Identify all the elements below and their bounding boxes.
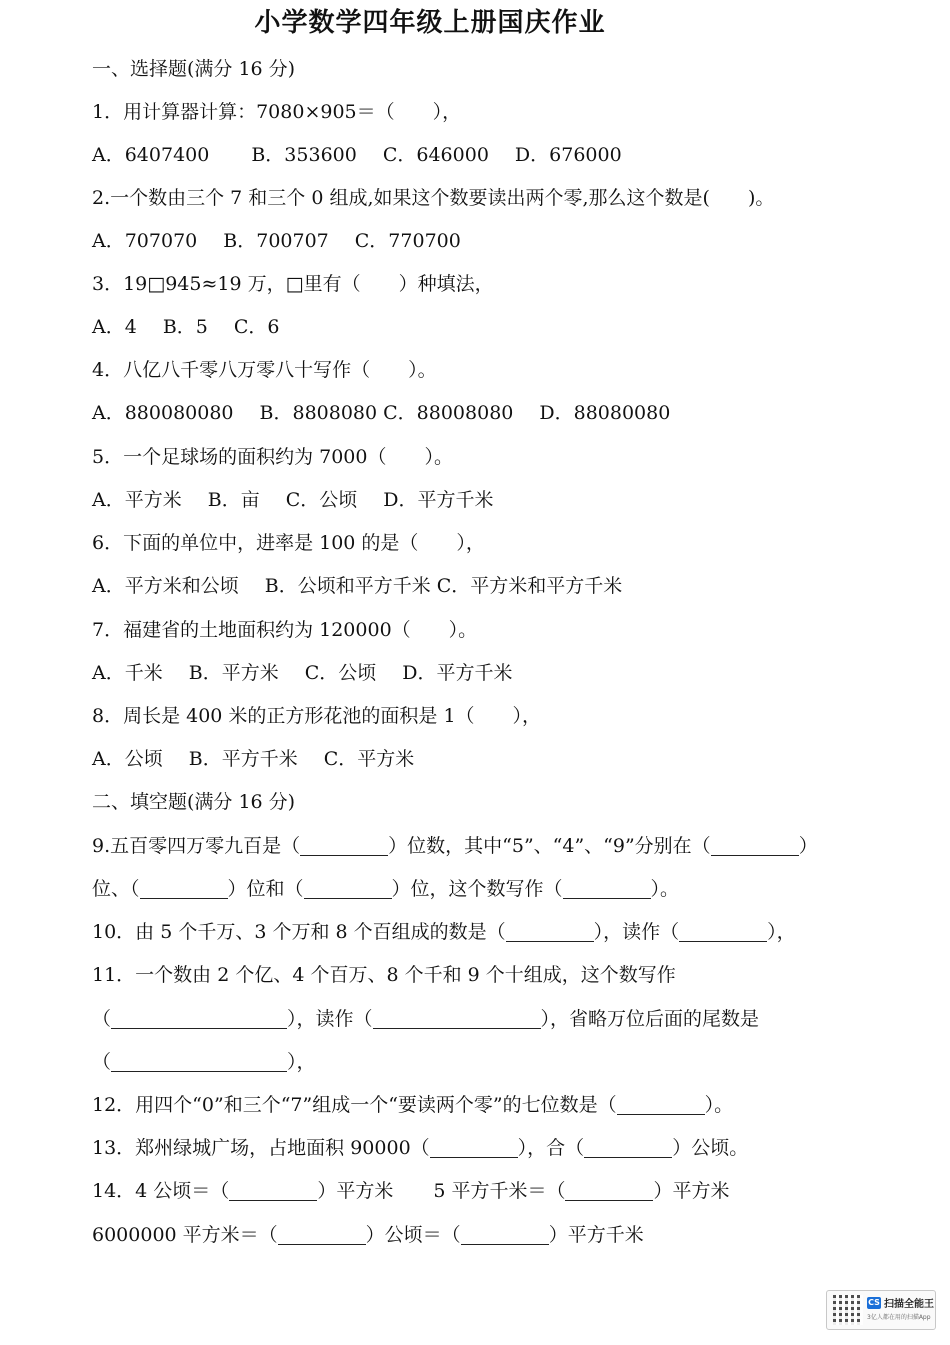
q13-text-c: ）公顷。 xyxy=(672,1137,749,1159)
option-a: A．880080080 xyxy=(92,402,234,424)
question-11-line-3 xyxy=(92,1049,316,1075)
answer-blank[interactable] xyxy=(111,1008,287,1029)
question-7: 7．福建省的土地面积约为 120000（ ）。 xyxy=(92,619,478,641)
option-c: C．公顷 xyxy=(285,489,358,511)
question-14-line-1 xyxy=(92,1178,729,1204)
question-6: 6．下面的单位中，进率是 100 的是（ ）， xyxy=(92,532,485,554)
q11-text-c: ），省略万位后面的尾数是 xyxy=(540,1008,760,1030)
page-title: 小学数学四年级上册国庆作业 xyxy=(254,8,606,38)
section-heading-fill: 二、填空题(满分 16 分) xyxy=(92,791,296,813)
option-c: C．646000 xyxy=(382,144,489,166)
option-b: B．平方米 xyxy=(188,662,279,684)
option-b: B．700707 xyxy=(223,230,329,252)
q14-text-a: 14．4 公顷＝（ xyxy=(92,1180,230,1202)
answer-blank[interactable] xyxy=(140,878,228,899)
question-8: 8．周长是 400 米的正方形花池的面积是 1（ ）， xyxy=(92,705,542,727)
answer-blank[interactable] xyxy=(430,1137,518,1158)
option-a: A．千米 xyxy=(92,662,163,684)
option-b: B．公顷和平方千米 xyxy=(264,575,431,597)
option-a: A．公顷 xyxy=(92,748,163,770)
option-b: B．平方千米 xyxy=(188,748,298,770)
camscanner-logo-icon: CS xyxy=(868,1298,880,1307)
option-c: C．88008080 xyxy=(383,402,514,424)
question-4-options xyxy=(92,400,670,426)
answer-blank[interactable] xyxy=(617,1094,705,1115)
answer-blank[interactable] xyxy=(584,1137,672,1158)
q14-text-b: ）平方米 xyxy=(317,1180,394,1202)
question-5: 5．一个足球场的面积约为 7000（ ）。 xyxy=(92,446,453,468)
q9-text-f: ）位，这个数写作（ xyxy=(391,878,563,900)
option-d: D．平方千米 xyxy=(383,489,494,511)
option-b: B．亩 xyxy=(207,489,260,511)
q9-text-e: ）位和（ xyxy=(227,878,304,900)
question-1: 1．用计算器计算：7080×905＝（ ）， xyxy=(92,101,462,123)
question-11-line-1: 11．一个数由 2 个亿、4 个百万、8 个千和 9 个十组成，这个数写作 xyxy=(92,964,676,986)
answer-blank[interactable] xyxy=(461,1224,549,1245)
question-5-options xyxy=(92,487,493,513)
q14-text-e: 6000000 平方米＝（ xyxy=(92,1224,278,1246)
question-10 xyxy=(92,919,796,945)
section-heading-choice: 一、选择题(满分 16 分) xyxy=(92,58,296,80)
scanner-app-badge xyxy=(826,1290,936,1330)
question-6-options xyxy=(92,573,622,599)
option-a: A．平方米和公顷 xyxy=(92,575,239,597)
option-a: A．4 xyxy=(92,316,137,338)
q14-text-c: 5 平方千米＝（ xyxy=(433,1180,566,1202)
answer-blank[interactable] xyxy=(679,921,767,942)
answer-blank[interactable] xyxy=(711,835,799,856)
answer-blank[interactable] xyxy=(565,1180,653,1201)
q9-text-c: ） xyxy=(798,835,818,857)
answer-blank[interactable] xyxy=(229,1180,317,1201)
q14-text-g: ）平方千米 xyxy=(548,1224,644,1246)
answer-blank[interactable] xyxy=(111,1051,287,1072)
question-3: 3．19□945≈19 万，□里有（ ）种填法， xyxy=(92,273,494,295)
q14-text-f: ）公顷＝（ xyxy=(365,1224,461,1246)
question-2: 2.一个数由三个 7 和三个 0 组成,如果这个数要读出两个零,那么这个数是( )。 xyxy=(92,187,775,209)
option-d: D．676000 xyxy=(514,144,622,166)
question-9-line-1 xyxy=(92,833,818,859)
option-a: A．平方米 xyxy=(92,489,182,511)
q10-text-c: ）， xyxy=(767,921,796,943)
question-9-line-2 xyxy=(92,876,679,902)
question-7-options xyxy=(92,660,512,686)
option-d: D．88080080 xyxy=(539,402,671,424)
badge-tagline: 3亿人都在用的扫描App xyxy=(867,1314,931,1321)
question-11-line-2 xyxy=(92,1006,759,1032)
q12-text-a: 12．用四个“0”和三个“7”组成一个“要读两个零”的七位数是（ xyxy=(92,1094,617,1116)
question-4: 4．八亿八千零八万零八十写作（ ）。 xyxy=(92,359,437,381)
question-14-line-2 xyxy=(92,1222,644,1248)
option-b: B．8808080 xyxy=(259,402,378,424)
answer-blank[interactable] xyxy=(304,878,392,899)
q13-text-a: 13．郑州绿城广场，占地面积 90000（ xyxy=(92,1137,430,1159)
option-d: D．平方千米 xyxy=(402,662,513,684)
answer-blank[interactable] xyxy=(563,878,651,899)
question-1-options xyxy=(92,142,622,168)
q9-text-b: ）位数，其中“5”、“4”、“9”分别在（ xyxy=(388,835,711,857)
q9-text-g: ）。 xyxy=(650,878,680,900)
question-8-options xyxy=(92,746,414,772)
option-c: C．平方米 xyxy=(323,748,415,770)
option-c: C．平方米和平方千米 xyxy=(436,575,623,597)
option-a: A．6407400 xyxy=(92,144,210,166)
option-c: C．公顷 xyxy=(304,662,377,684)
q11-text-b: ），读作（ xyxy=(287,1008,373,1030)
q10-text-b: ），读作（ xyxy=(593,921,680,943)
option-b: B．5 xyxy=(162,316,208,338)
option-a: A．707070 xyxy=(92,230,198,252)
q12-text-b: ）。 xyxy=(704,1094,734,1116)
option-b: B．353600 xyxy=(251,144,357,166)
q9-text-a: 9.五百零四万零九百是（ xyxy=(92,835,301,857)
q10-text-a: 10．由 5 个千万、3 个万和 8 个百组成的数是（ xyxy=(92,921,506,943)
qr-code-icon xyxy=(833,1295,863,1325)
q11-text-e: ）， xyxy=(287,1051,316,1073)
option-c: C．770700 xyxy=(354,230,461,252)
q11-text-a: （ xyxy=(92,1008,112,1030)
q9-text-d: 位、（ xyxy=(92,878,140,900)
question-12 xyxy=(92,1092,733,1118)
question-2-options xyxy=(92,228,461,254)
q11-text-d: （ xyxy=(92,1051,112,1073)
answer-blank[interactable] xyxy=(300,835,388,856)
option-c: C．6 xyxy=(233,316,280,338)
answer-blank[interactable] xyxy=(373,1008,541,1029)
question-3-options xyxy=(92,314,280,340)
badge-app-name: 扫描全能王 xyxy=(884,1299,934,1310)
answer-blank[interactable] xyxy=(506,921,594,942)
q13-text-b: ），合（ xyxy=(517,1137,585,1159)
q14-text-d: ）平方米 xyxy=(653,1180,730,1202)
answer-blank[interactable] xyxy=(278,1224,366,1245)
question-13 xyxy=(92,1135,748,1161)
